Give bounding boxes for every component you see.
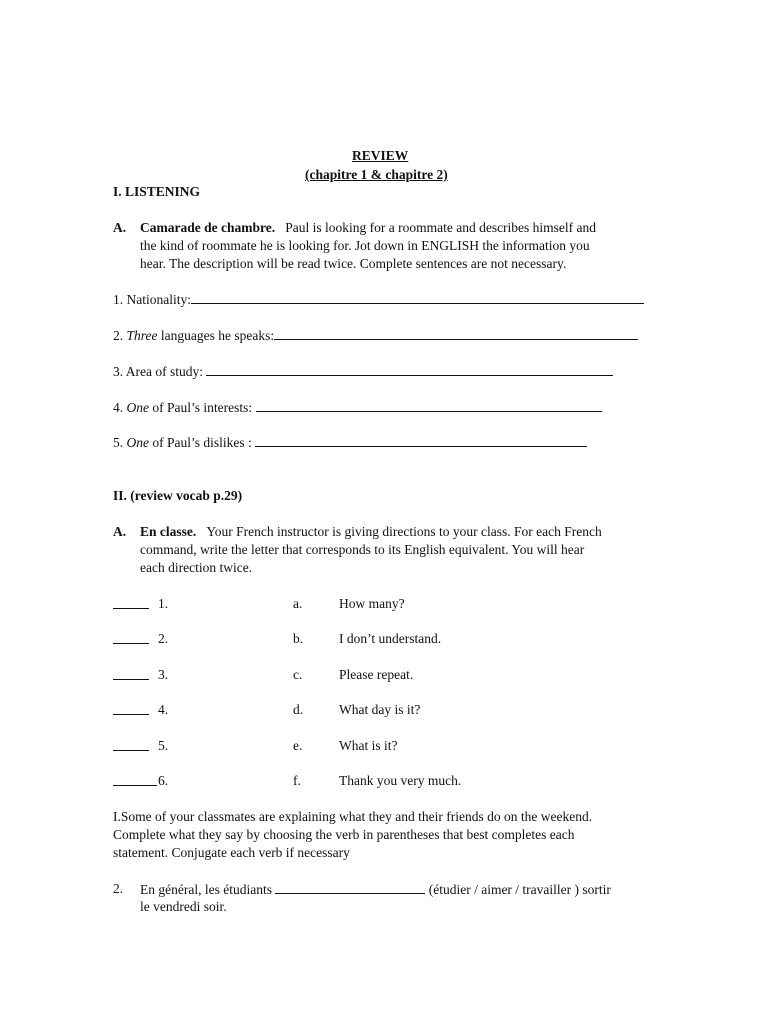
matching-letter: a.	[293, 596, 303, 611]
part-instructions	[140, 219, 596, 237]
answer-blank[interactable]	[113, 666, 149, 680]
instruction-line: the kind of roommate he is looking for. Jot down in ENGLISH the information you	[140, 238, 590, 253]
section-instructions: statement. Conjugate each verb if necessary	[113, 845, 350, 860]
part-letter: A.	[113, 220, 127, 235]
item-emphasis: Three	[126, 328, 158, 343]
answer-line[interactable]	[274, 326, 638, 340]
page-subtitle: (chapitre 1 & chapitre 2)	[305, 167, 448, 182]
page-title: REVIEW	[352, 148, 409, 163]
matching-letter: e.	[293, 738, 303, 753]
listening-item-4	[113, 398, 602, 417]
exercise-sentence-cont: le vendredi soir.	[140, 899, 227, 914]
part-instructions	[140, 523, 602, 541]
answer-blank[interactable]	[113, 701, 149, 715]
answer-blank[interactable]	[113, 595, 149, 609]
item-emphasis: One	[126, 435, 149, 450]
exercise-number: 2.	[113, 881, 124, 896]
item-number: 1.	[113, 292, 124, 307]
answer-line[interactable]	[191, 290, 644, 304]
item-label: of Paul’s dislikes :	[149, 435, 252, 450]
answer-line[interactable]	[255, 433, 587, 447]
section-instructions: Complete what they say by choosing the verb in parentheses that best completes each	[113, 827, 575, 842]
instruction-line: command, write the letter that corresponds to its English equivalent. You will hear	[140, 542, 585, 557]
answer-blank[interactable]	[113, 630, 149, 644]
part-title: Camarade de chambre.	[140, 220, 276, 235]
section-heading-vocab: II. (review vocab p.29)	[113, 488, 243, 503]
answer-line[interactable]	[256, 398, 602, 412]
sentence-options: (étudier / aimer / travailler ) sortir	[428, 882, 611, 897]
item-emphasis: One	[126, 400, 149, 415]
matching-answer: Thank you very much.	[339, 773, 462, 788]
answer-line[interactable]	[275, 880, 425, 894]
matching-number: 4.	[158, 702, 169, 717]
section-instructions: I.Some of your classmates are explaining what they and their friends do on the weekend.	[113, 809, 593, 824]
matching-row	[113, 595, 149, 614]
exercise-sentence	[140, 880, 611, 899]
matching-letter: b.	[293, 631, 304, 646]
matching-number: 6.	[158, 773, 169, 788]
listening-item-2	[113, 326, 638, 345]
matching-row	[113, 666, 149, 685]
instruction-line: Your French instructor is giving directions to your class. For each French	[206, 524, 602, 539]
item-label: of Paul’s interests:	[149, 400, 253, 415]
instruction-line: each direction twice.	[140, 560, 253, 575]
matching-row	[113, 630, 149, 649]
part-title: En classe.	[140, 524, 197, 539]
matching-letter: f.	[293, 773, 301, 788]
item-number: 2.	[113, 328, 124, 343]
item-label: languages he speaks:	[157, 328, 275, 343]
answer-line[interactable]	[206, 362, 613, 376]
part-letter: A.	[113, 524, 127, 539]
matching-number: 3.	[158, 667, 169, 682]
instruction-line: hear. The description will be read twice. Complete sentences are not necessary.	[140, 256, 567, 271]
answer-blank[interactable]	[113, 772, 157, 786]
sentence-start: En général, les étudiants	[140, 882, 272, 897]
matching-answer: What day is it?	[339, 702, 421, 717]
answer-blank[interactable]	[113, 737, 149, 751]
matching-answer: I don’t understand.	[339, 631, 442, 646]
section-heading-listening: I. LISTENING	[113, 184, 201, 199]
matching-answer: What is it?	[339, 738, 398, 753]
item-number: 5.	[113, 435, 124, 450]
matching-row	[113, 772, 157, 791]
item-number: 4.	[113, 400, 124, 415]
item-number: 3.	[113, 364, 124, 379]
instruction-line: Paul is looking for a roommate and describes himself and	[285, 220, 597, 235]
matching-number: 2.	[158, 631, 169, 646]
matching-letter: c.	[293, 667, 303, 682]
listening-item-3	[113, 362, 613, 381]
matching-answer: How many?	[339, 596, 405, 611]
matching-letter: d.	[293, 702, 304, 717]
listening-item-5	[113, 433, 587, 452]
listening-item-1	[113, 290, 644, 309]
matching-row	[113, 737, 149, 756]
matching-answer: Please repeat.	[339, 667, 414, 682]
item-label: Area of study:	[125, 364, 203, 379]
item-label: Nationality:	[126, 292, 191, 307]
matching-row	[113, 701, 149, 720]
matching-number: 1.	[158, 596, 169, 611]
matching-number: 5.	[158, 738, 169, 753]
